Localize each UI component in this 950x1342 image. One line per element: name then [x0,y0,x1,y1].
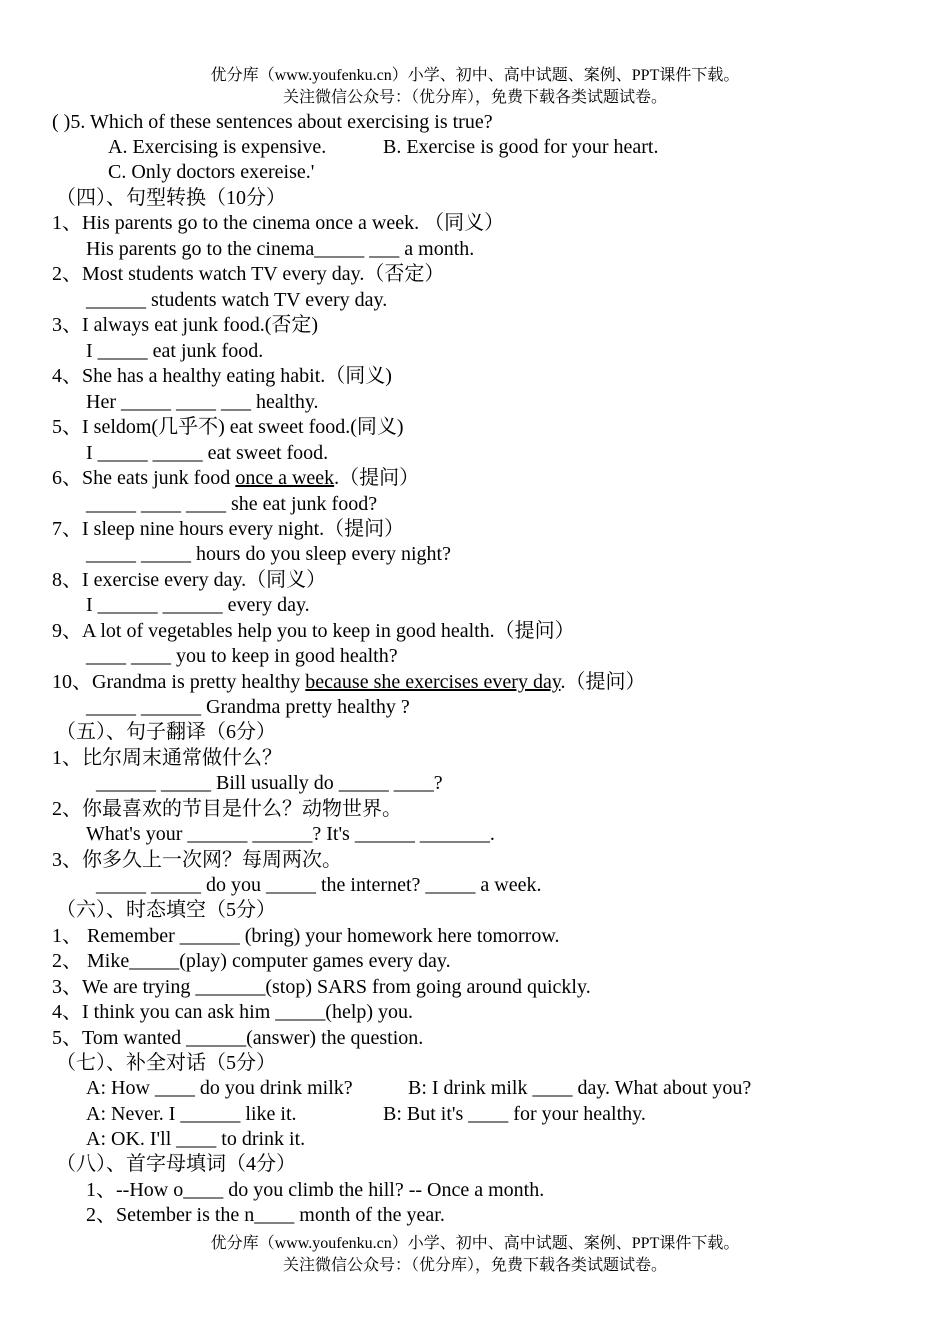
section-4-item-8-question: 8、I exercise every day.（同义） [52,569,327,591]
item-10-question-suffix: .（提问） [560,671,646,693]
dialogue-line-2-a: A: Never. I ______ like it. [86,1103,297,1125]
section-4-item-10-answer: _____ ______ Grandma pretty healthy ? [86,696,410,718]
section-4-item-9-answer: ____ ____ you to keep in good health? [86,645,398,667]
section-4-item-6-question [52,466,419,491]
section-5-item-2-question: 2、你最喜欢的节目是什么？动物世界。 [52,798,402,820]
section-5-item-2-answer: What's your ______ ______? It's ______ _______. [86,823,495,845]
section-8-item-2: 2、Setember is the n____ month of the year. [86,1204,445,1226]
section-4-item-8-answer: I ______ ______ every day. [86,594,310,616]
footer-line-1: 优分库（www.youfenku.cn）小学、初中、高中试题、案例、PPT课件下载。 [210,1235,740,1252]
section-4-item-7-question: 7、I sleep nine hours every night.（提问） [52,518,405,540]
section-5-title: （五）、句子翻译（6分） [56,721,276,743]
section-6-item-1: 1、 Remember ______ (bring) your homework here tomorrow. [52,925,560,947]
section-5-item-1-answer: ______ _____ Bill usually do _____ ____? [96,772,443,794]
section-4-item-3-question: 3、I always eat junk food.(否定) [52,314,319,336]
section-4-item-2-answer: ______ students watch TV every day. [86,289,388,311]
section-4-item-2-question: 2、Most students watch TV every day.（否定） [52,263,445,285]
question-5-option-b: B. Exercise is good for your heart. [383,136,659,158]
section-5-item-3-question: 3、你多久上一次网？每周两次。 [52,849,342,871]
section-5-item-3-answer: _____ _____ do you _____ the internet? _____ a week. [96,874,542,896]
section-6-item-3: 3、We are trying _______(stop) SARS from going around quickly. [52,976,591,998]
section-5-item-1-question: 1、比尔周末通常做什么？ [52,747,282,769]
dialogue-line-1-b: B: I drink milk ____ day. What about you? [408,1077,752,1099]
section-4-item-4-question: 4、She has a healthy eating habit.（同义) [52,365,392,387]
header-line-1: 优分库（www.youfenku.cn）小学、初中、高中试题、案例、PPT课件下载。 [210,67,740,84]
footer-line-2: 关注微信公众号：（优分库），免费下载各类试题试卷。 [282,1257,667,1274]
header-line-2: 关注微信公众号：（优分库），免费下载各类试题试卷。 [282,89,667,106]
section-6-title: （六）、时态填空（5分） [56,899,276,921]
section-6-item-4: 4、I think you can ask him _____(help) you. [52,1001,414,1023]
item-6-question-suffix: .（提问） [334,467,420,489]
section-4-item-6-answer: _____ ____ ____ she eat junk food? [86,493,378,515]
section-7-title: （七）、补全对话（5分） [56,1052,276,1074]
section-6-item-5: 5、Tom wanted ______(answer) the question. [52,1027,424,1049]
item-6-underlined-phrase: once a week [235,467,335,489]
item-10-question-text: 10、Grandma is pretty healthy [52,671,306,693]
section-4-item-3-answer: I _____ eat junk food. [86,340,264,362]
section-6-item-2: 2、 Mike_____(play) computer games every day. [52,950,451,972]
section-4-item-7-answer: _____ _____ hours do you sleep every night? [86,543,451,565]
section-4-item-5-answer: I _____ _____ eat sweet food. [86,442,329,464]
section-4-item-10-question [52,670,646,695]
section-4-title: （四）、句型转换（10分） [56,187,286,209]
section-4-item-1-answer: His parents go to the cinema_____ ___ a month. [86,238,475,260]
section-4-item-1-question: 1、His parents go to the cinema once a week. （同义） [52,212,505,234]
question-5-option-a: A. Exercising is expensive. [108,136,327,158]
dialogue-line-2-b: B: But it's ____ for your healthy. [383,1103,646,1125]
section-8-title: （八）、首字母填词（4分） [56,1153,296,1175]
dialogue-line-1-a: A: How ____ do you drink milk? [86,1077,353,1099]
dialogue-line-3-a: A: OK. I'll ____ to drink it. [86,1128,306,1150]
question-5-stem: ( )5. Which of these sentences about exercising is true? [52,111,493,133]
item-6-question-text: 6、She eats junk food [52,467,236,489]
question-5-option-c: C. Only doctors exereise.' [108,161,315,183]
item-10-underlined-phrase: because she exercises every day [305,671,561,693]
section-4-item-5-question: 5、I seldom(几乎不) eat sweet food.(同义) [52,416,404,438]
section-4-item-4-answer: Her _____ ____ ___ healthy. [86,391,319,413]
section-8-item-1: 1、--How o____ do you climb the hill? -- Once a month. [86,1179,545,1201]
section-4-item-9-question: 9、A lot of vegetables help you to keep in good health.（提问） [52,620,575,642]
